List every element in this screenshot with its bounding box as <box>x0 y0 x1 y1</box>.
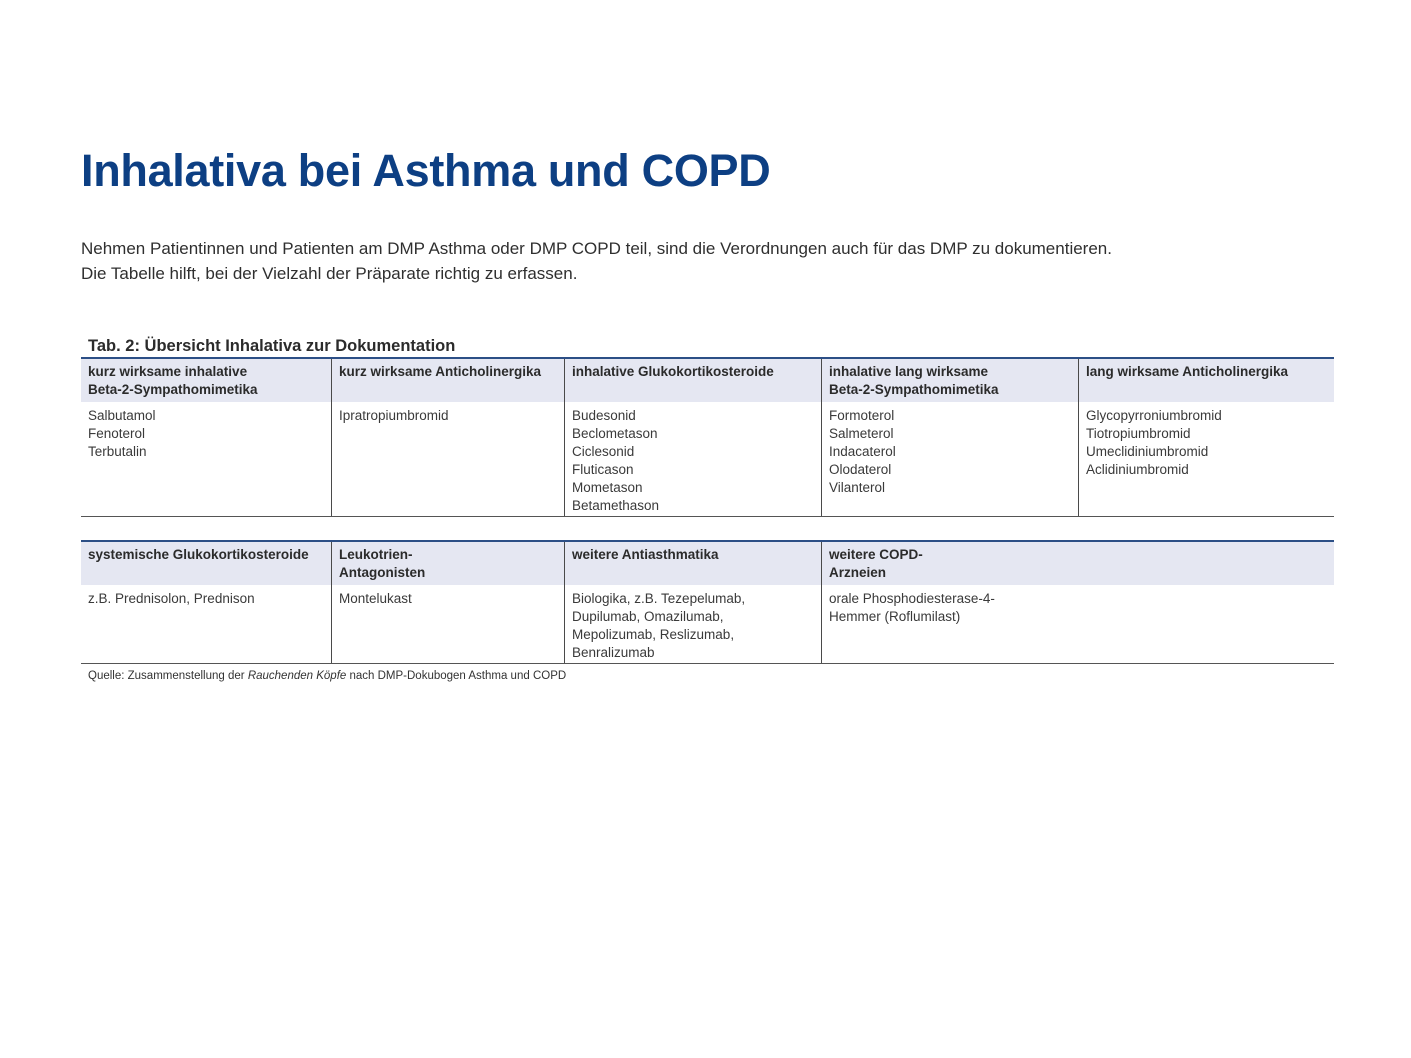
column-divider <box>331 542 332 663</box>
intro-text <box>81 236 1341 286</box>
drug-name: Aclidiniumbromid <box>1086 462 1189 477</box>
column-divider <box>821 359 822 516</box>
drug-name: Ciclesonid <box>572 444 635 459</box>
drug-name: Beclometason <box>572 426 658 441</box>
drug-name: Tiotropiumbromid <box>1086 426 1191 441</box>
drug-name: Vilanterol <box>829 480 886 495</box>
drug-name: Betamethason <box>572 498 660 513</box>
table-header-cell: weitere COPD- Arzneien <box>829 547 923 580</box>
table-header-cell: kurz wirksame inhalative Beta-2-Sympathomimetika <box>88 364 258 397</box>
column-divider <box>564 542 565 663</box>
drug-name: Budesonid <box>572 408 636 423</box>
drug-name: Biologika, z.B. Tezepelumab, <box>572 591 746 606</box>
drug-name: Indacaterol <box>829 444 896 459</box>
table-caption: Tab. 2: Übersicht Inhalativa zur Dokumentation <box>88 337 456 355</box>
drug-name: Mometason <box>572 480 643 495</box>
drug-name: Salmeterol <box>829 426 894 441</box>
inhalativa-table-2 <box>81 540 1334 664</box>
table-header-cell: Leukotrien- Antagonisten <box>339 547 426 580</box>
drug-name: Dupilumab, Omazilumab, <box>572 609 724 624</box>
inhalativa-table-1 <box>81 357 1334 517</box>
drug-name: Formoterol <box>829 408 895 423</box>
intro-line-1: Nehmen Patientinnen und Patienten am DMP Asthma oder DMP COPD teil, sind die Verordnungen auch für das DMP zu dokumentieren. <box>81 239 1112 258</box>
drug-name: z.B. Prednisolon, Prednison <box>88 591 255 606</box>
table-cell <box>829 590 995 626</box>
table-header-cell: inhalative lang wirksame Beta-2-Sympathomimetika <box>829 364 999 397</box>
table-header-cell: lang wirksame Anticholinergika <box>1086 364 1289 379</box>
drug-name: Umeclidiniumbromid <box>1086 444 1209 459</box>
table-cell <box>572 590 745 662</box>
drug-name: Ipratropiumbromid <box>339 408 449 423</box>
drug-name: Salbutamol <box>88 408 156 423</box>
table-header-cell: weitere Antiasthmatika <box>572 547 719 562</box>
drug-name: Fluticason <box>572 462 634 477</box>
drug-name: Montelukast <box>339 591 412 606</box>
source-italic: Rauchenden Köpfe <box>247 670 347 682</box>
column-divider <box>821 542 822 663</box>
column-divider <box>1078 359 1079 516</box>
page-title: Inhalativa bei Asthma und COPD <box>81 145 771 196</box>
column-divider <box>564 359 565 516</box>
column-divider <box>331 359 332 516</box>
source-suffix: nach DMP-Dokubogen Asthma und COPD <box>346 670 567 682</box>
drug-name: Terbutalin <box>88 444 147 459</box>
table-cell <box>88 407 156 461</box>
table-cell <box>829 407 896 497</box>
drug-name: orale Phosphodiesterase-4- <box>829 591 995 606</box>
table-header-cell: systemische Glukokortikosteroide <box>88 547 309 562</box>
drug-name: Hemmer (Roflumilast) <box>829 609 961 624</box>
drug-name: Mepolizumab, Reslizumab, <box>572 627 735 642</box>
drug-name: Olodaterol <box>829 462 892 477</box>
table-cell <box>339 590 412 608</box>
table-header-cell: kurz wirksame Anticholinergika <box>339 364 542 379</box>
table-cell <box>1086 407 1222 479</box>
drug-name: Benralizumab <box>572 645 655 660</box>
table-cell <box>339 407 449 425</box>
source-note <box>88 668 566 684</box>
table-header-cell: inhalative Glukokortikosteroide <box>572 364 774 379</box>
source-prefix: Quelle: Zusammenstellung der <box>88 670 248 682</box>
intro-line-2: Die Tabelle hilft, bei der Vielzahl der Präparate richtig zu erfassen. <box>81 264 578 283</box>
drug-name: Fenoterol <box>88 426 146 441</box>
table-cell <box>88 590 255 608</box>
table-cell <box>572 407 659 515</box>
drug-name: Glycopyrroniumbromid <box>1086 408 1222 423</box>
